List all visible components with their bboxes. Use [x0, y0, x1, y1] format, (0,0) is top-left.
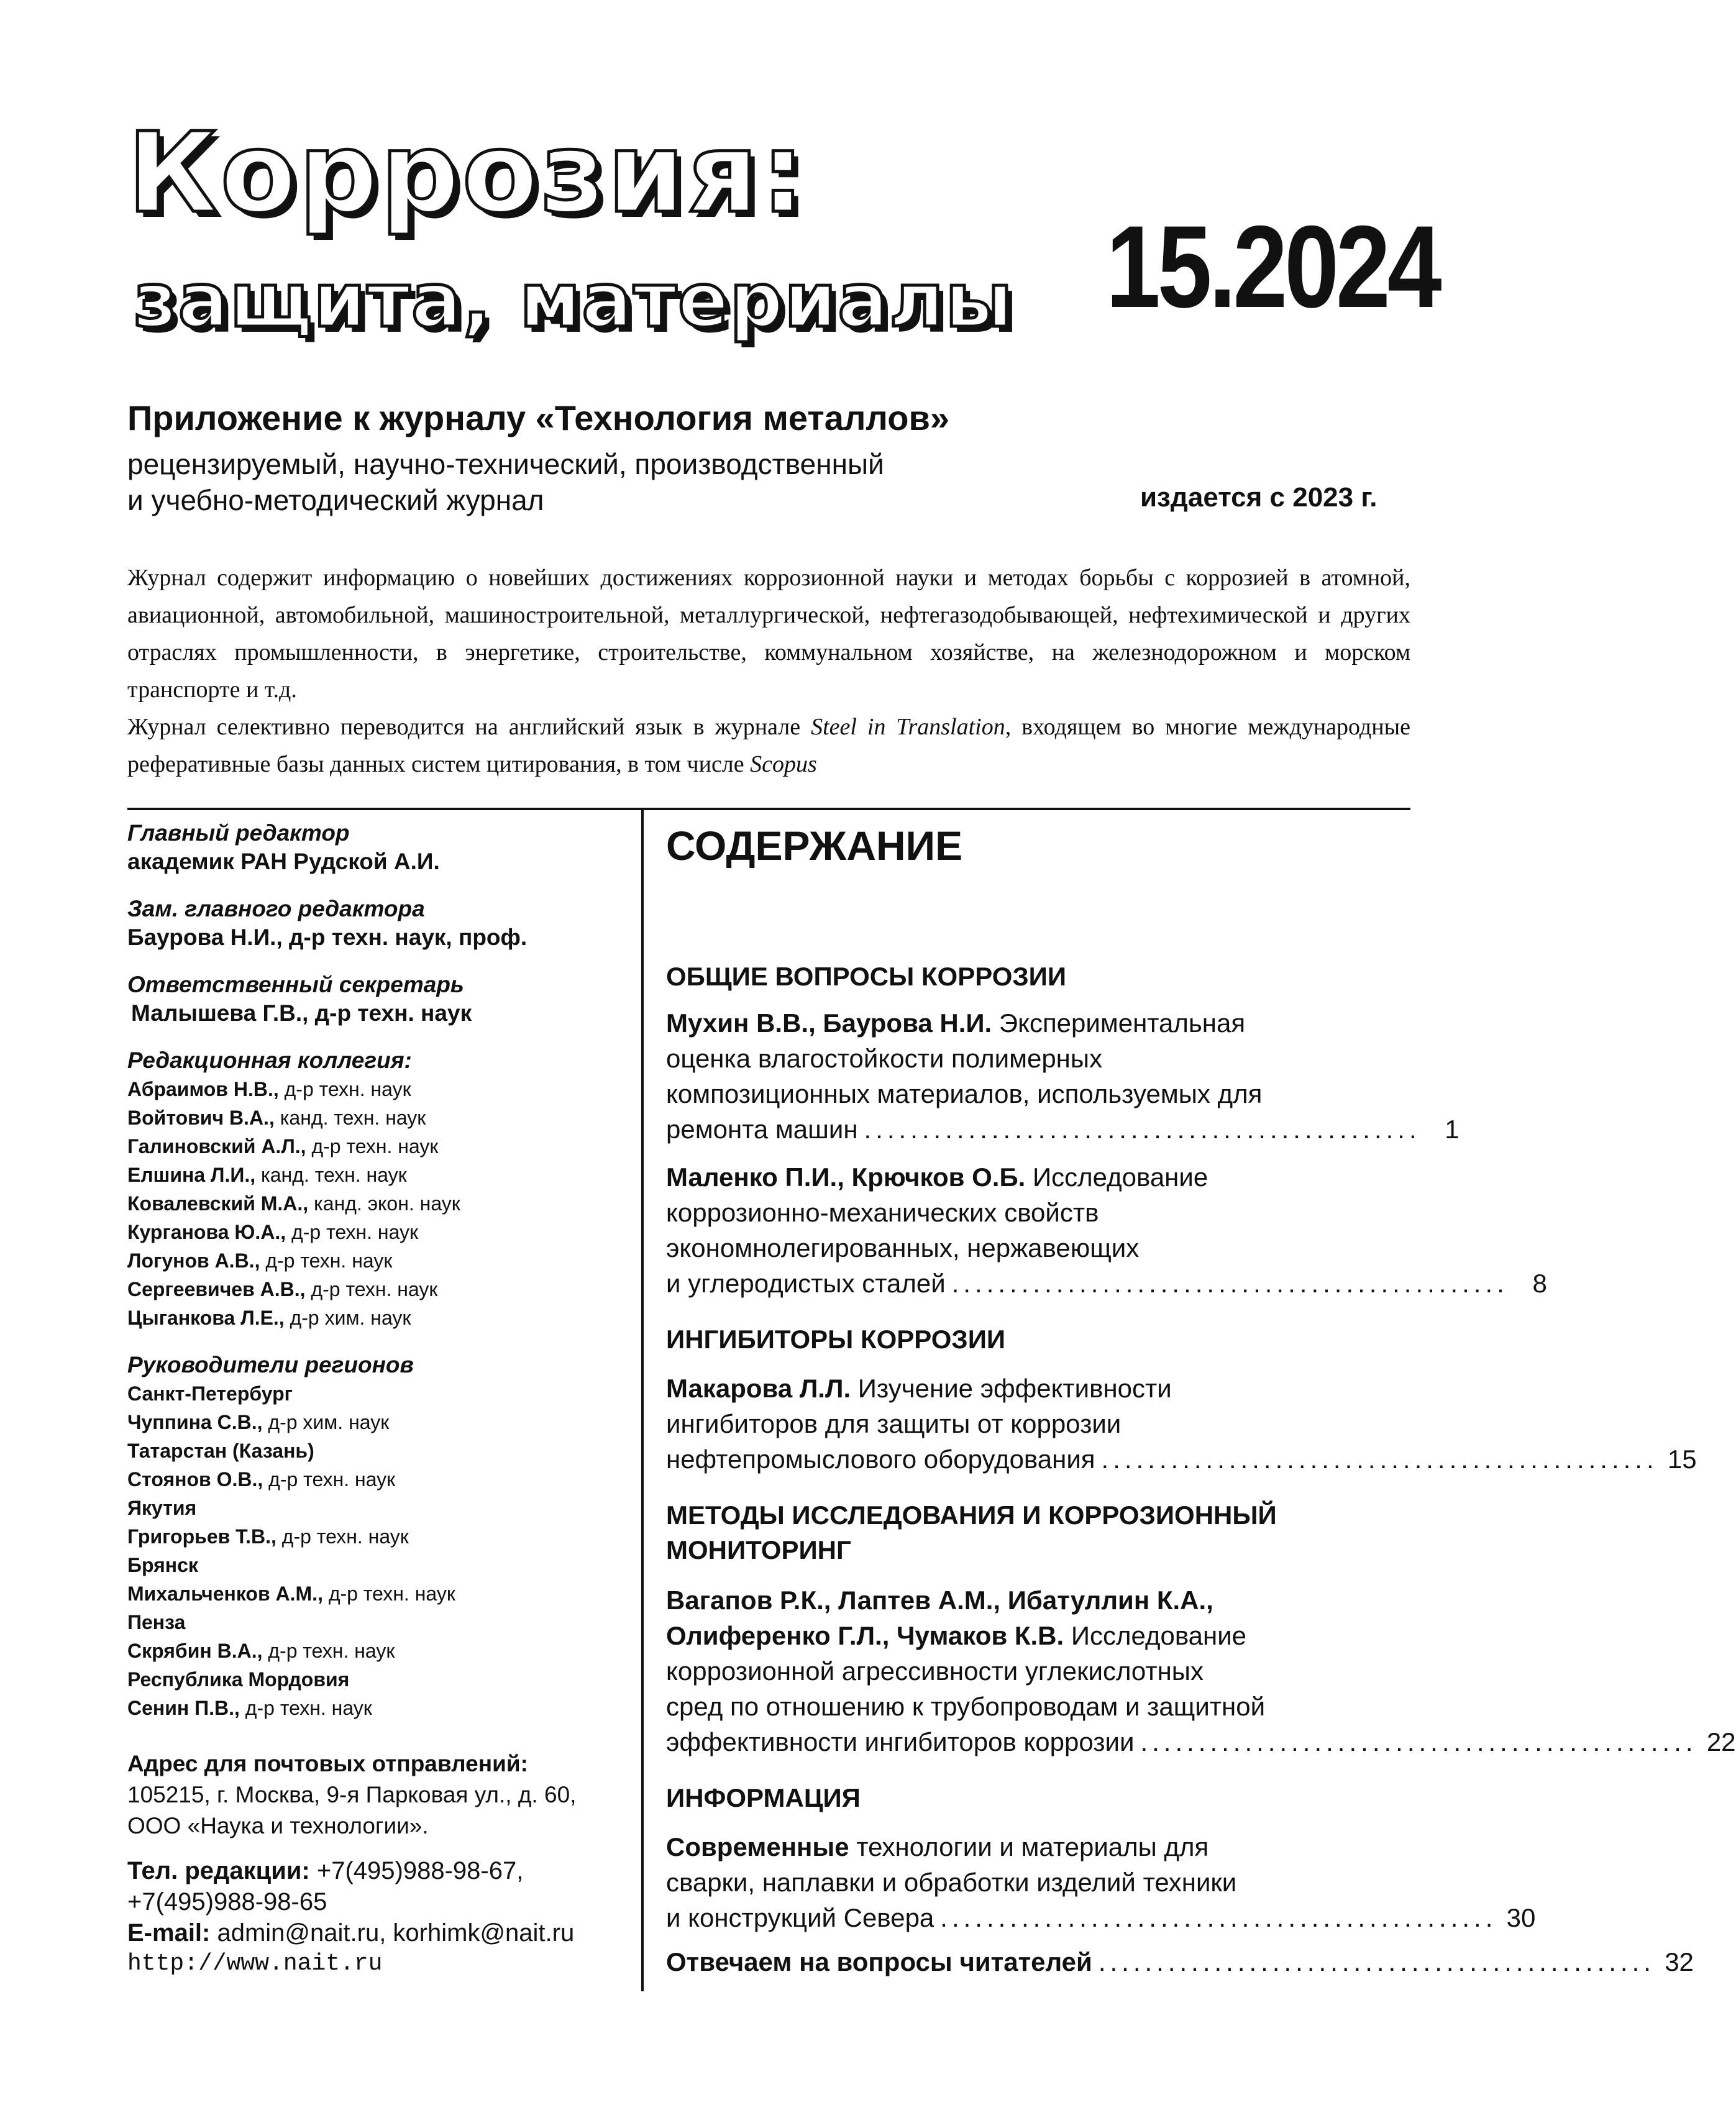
page-number: 32	[1665, 1947, 1694, 1976]
board-member: Абраимов Н.В., д-р техн. наук	[127, 1078, 411, 1100]
intro-p2-text-b: , входящем во многие международные реферативные базы данных систем цитирования, в том числе	[127, 714, 1410, 777]
address-line2: ООО «Наука и технологии».	[127, 1813, 429, 1838]
board-list	[127, 1075, 624, 1332]
region-head: Сенин П.В., д-р техн. наук	[127, 1697, 372, 1719]
page-number: 30	[1506, 1903, 1536, 1932]
board-role: Редакционная коллегия:	[127, 1048, 412, 1073]
toc-entry[interactable]: Вагапов Р.К., Лаптев А.М., Ибатуллин К.А., Олиференко Г.Л., Чумаков К.В. Исследование коррозионной агрессивности углекислотных сред по отношению к трубопроводам и защитной эффективности ингибиторов коррозии ................................................ 22	[666, 1582, 1410, 1760]
page-number: 1	[1445, 1115, 1460, 1144]
phone-1[interactable]: +7(495)988-98-67,	[309, 1857, 524, 1884]
toc-entry[interactable]: Мухин В.В., Баурова Н.И. Экспериментальная оценка влагостойкости полимерных композиционных материалов, используемых для ремонта машин ................................................ 1	[666, 1005, 1410, 1147]
website-link[interactable]: http://www.nait.ru	[127, 1950, 383, 1977]
regions-role: Руководители регионов	[127, 1352, 414, 1377]
region-head: Скрябин В.А., д-р техн. наук	[127, 1640, 395, 1662]
board-member: Логунов А.В., д-р техн. наук	[127, 1249, 393, 1272]
contents-column	[666, 819, 1736, 1980]
journal-description	[127, 446, 884, 518]
section-methods: МЕТОДЫ ИССЛЕДОВАНИЯ И КОРРОЗИОННЫЙ МОНИТОРИНГ	[666, 1500, 1277, 1564]
secretary-role: Ответственный секретарь	[127, 972, 464, 997]
section-inhibitors: ИНГИБИТОРЫ КОРРОЗИИ	[666, 1325, 1006, 1354]
deputy-editor-name: Баурова Н.И., д-р техн. наук, проф.	[127, 925, 528, 950]
toc-entry[interactable]: Маленко П.И., Крючков О.Б. Исследование коррозионно-механических свойств экономнолегированных, нержавеющих и углеродистых сталей ................................................ 8	[666, 1159, 1410, 1301]
region-head: Григорьев Т.В., д-р техн. наук	[127, 1525, 409, 1548]
region-name: Якутия	[127, 1497, 197, 1519]
address-label: Адрес для почтовых отправлений:	[127, 1751, 528, 1776]
vertical-divider	[641, 808, 644, 1991]
description-line2: и учебно-методический журнал	[127, 484, 544, 516]
contents-title: СОДЕРЖАНИЕ	[666, 823, 963, 869]
chief-editor-role: Главный редактор	[127, 820, 350, 846]
board-member: Сергеевичев А.В., д-р техн. наук	[127, 1278, 438, 1300]
published-since: издается с 2023 г.	[1140, 482, 1377, 513]
board-member: Курганова Ю.А., д-р техн. наук	[127, 1221, 419, 1243]
section-general-corrosion: ОБЩИЕ ВОПРОСЫ КОРРОЗИИ	[666, 962, 1067, 991]
page-number: 15	[1667, 1445, 1697, 1474]
chief-editor-name: академик РАН Рудской А.И.	[127, 849, 440, 874]
intro-p2-text-a: Журнал селективно переводится на английский язык в журнале	[127, 714, 811, 740]
phone-line	[127, 1855, 624, 1886]
email-label: E-mail:	[127, 1919, 211, 1947]
region-head: Чуппина С.В., д-р хим. наук	[127, 1411, 390, 1433]
intro-paragraph-2	[127, 708, 1410, 783]
intro-p2-journal: Steel in Translation	[811, 714, 1005, 740]
deputy-editor-role: Зам. главного редактора	[127, 896, 425, 921]
description-line1: рецензируемый, научно-технический, производственный	[127, 448, 884, 480]
region-name: Брянск	[127, 1554, 198, 1576]
toc-entry[interactable]: Макарова Л.Л. Изучение эффективности ингибиторов для защиты от коррозии нефтепромыслового оборудования ................................................ 15	[666, 1371, 1410, 1477]
board-member: Ковалевский М.А., канд. экон. наук	[127, 1192, 460, 1215]
editorial-column	[127, 819, 624, 1980]
regions-list	[127, 1379, 624, 1722]
toc-entry[interactable]: Современные технологии и материалы для сварки, наплавки и обработки изделий техники и конструкций Севера ................................................ 30	[666, 1829, 1410, 1935]
region-name: Татарстан (Казань)	[127, 1440, 314, 1462]
issue-number: 15.2024	[1106, 201, 1439, 332]
journal-title-line2: защита, материалы	[134, 258, 1014, 344]
intro-p2-db: Scopus	[750, 751, 817, 777]
page-number: 22	[1706, 1727, 1736, 1756]
secretary-name: Малышева Г.В., д-р техн. наук	[131, 1000, 472, 1026]
toc-entry[interactable]: Отвечаем на вопросы читателей ................................................ 32	[666, 1944, 1410, 1980]
region-head: Стоянов О.В., д-р техн. наук	[127, 1468, 396, 1491]
phone-label: Тел. редакции:	[127, 1857, 310, 1884]
email-links[interactable]: admin@nait.ru, korhimk@nait.ru	[210, 1919, 575, 1947]
phone-2[interactable]: +7(495)988-98-65	[127, 1888, 327, 1916]
journal-title-line1: Коррозия:	[127, 109, 808, 237]
board-member: Галиновский А.Л., д-р техн. наук	[127, 1135, 439, 1158]
email-line	[127, 1917, 624, 1948]
page-number: 8	[1532, 1269, 1547, 1298]
region-name: Республика Мордовия	[127, 1668, 350, 1691]
region-head: Михальченков А.М., д-р техн. наук	[127, 1582, 455, 1605]
region-name: Пенза	[127, 1611, 186, 1633]
section-information: ИНФОРМАЦИЯ	[666, 1783, 861, 1812]
supplement-line: Приложение к журналу «Технология металлов»	[127, 398, 950, 437]
board-member: Войтович В.А., канд. техн. наук	[127, 1107, 426, 1129]
region-name: Санкт-Петербург	[127, 1382, 293, 1405]
horizontal-divider	[127, 808, 1410, 810]
board-member: Цыганкова Л.Е., д-р хим. наук	[127, 1307, 411, 1329]
board-member: Елшина Л.И., канд. техн. наук	[127, 1164, 407, 1186]
address-line1: 105215, г. Москва, 9-я Парковая ул., д. 60,	[127, 1782, 577, 1807]
intro-paragraph-1: Журнал содержит информацию о новейших достижениях коррозионной науки и методах борьбы с коррозией в атомной, авиационной, автомобильной, машиностроительной, металлургической, нефтегазодобывающей, нефтехимической и других отраслях промышленности, в энергетике, строительстве, коммунальном хозяйстве, на железнодорожном и морском транспорте и т.д.	[127, 565, 1410, 703]
